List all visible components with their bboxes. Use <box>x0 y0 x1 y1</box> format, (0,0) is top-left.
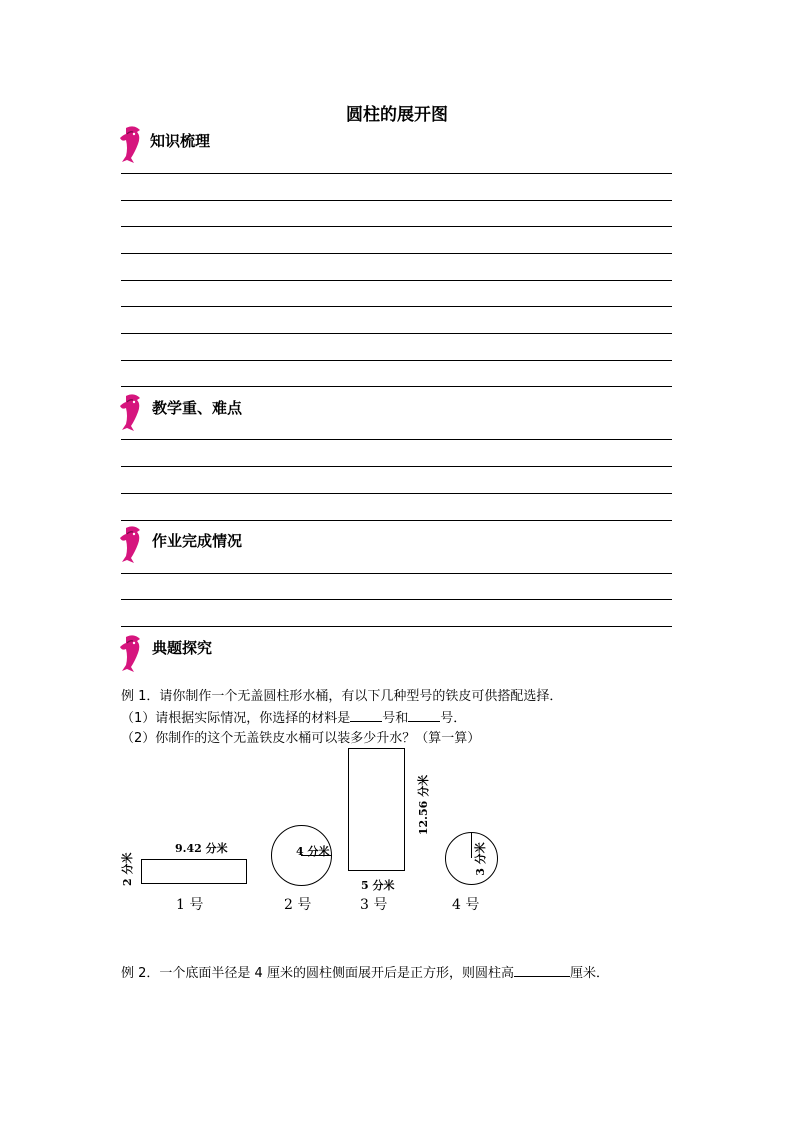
example2-text-a: 例 2．一个底面半径是 4 厘米的圆柱侧面展开后是正方形，则圆柱高 <box>121 966 514 981</box>
figure2-radius-label: 4 分米 <box>296 845 330 858</box>
page-title: 圆柱的展开图 <box>346 105 448 125</box>
writing-line <box>121 306 672 307</box>
section-title-homework: 作业完成情况 <box>152 532 243 550</box>
writing-line <box>121 626 672 627</box>
writing-line <box>121 386 672 387</box>
writing-line <box>121 493 672 494</box>
figure1-rectangle <box>141 859 247 884</box>
writing-line <box>121 173 672 174</box>
section-title-key-points: 教学重、难点 <box>152 399 243 417</box>
writing-line <box>121 573 672 574</box>
section-title-examples: 典题探究 <box>152 639 213 657</box>
writing-line <box>121 333 672 334</box>
figure3-width-label: 5 分米 <box>361 879 395 892</box>
example1-part1-text-c: 号． <box>440 711 467 726</box>
example1-question: 例 1．请你制作一个无盖圆柱形水桶，有以下几种型号的铁皮可供搭配选择． <box>121 689 563 704</box>
example2-text-b: 厘米． <box>569 966 609 981</box>
writing-line <box>121 253 672 254</box>
writing-line <box>121 280 672 281</box>
figure2-label: 2 号 <box>284 897 312 913</box>
answer-blank[interactable] <box>350 720 382 722</box>
writing-line <box>121 599 672 600</box>
answer-blank[interactable] <box>514 975 570 977</box>
writing-line <box>121 466 672 467</box>
writing-line <box>121 200 672 201</box>
example1-part1-text-a: （1）请根据实际情况，你选择的材料是 <box>121 711 351 726</box>
writing-line <box>121 360 672 361</box>
figure1-label: 1 号 <box>176 897 204 913</box>
writing-line <box>121 226 672 227</box>
dolphin-icon <box>118 392 144 432</box>
answer-blank[interactable] <box>408 720 440 722</box>
dolphin-icon <box>118 524 144 564</box>
dolphin-icon <box>118 124 144 164</box>
figure4-radius-label: 3 分米 <box>474 842 487 876</box>
figure4-label: 4 号 <box>452 897 480 913</box>
figure1-height-label: 2 分米 <box>121 852 134 886</box>
figure3-label: 3 号 <box>360 897 388 913</box>
figure1-width-label: 9.42 分米 <box>175 842 228 855</box>
example1-part1-text-b: 号和 <box>382 711 409 726</box>
example1-part1 <box>121 707 466 726</box>
example1-part2: （2）你制作的这个无盖铁皮水桶可以装多少升水？（算一算） <box>121 731 481 746</box>
example2-question <box>121 962 609 981</box>
figure3-height-label: 12.56 分米 <box>417 774 430 836</box>
dolphin-icon <box>118 633 144 673</box>
figure3-rectangle <box>348 748 405 871</box>
writing-line <box>121 520 672 521</box>
writing-line <box>121 439 672 440</box>
section-title-knowledge: 知识梳理 <box>150 132 211 150</box>
